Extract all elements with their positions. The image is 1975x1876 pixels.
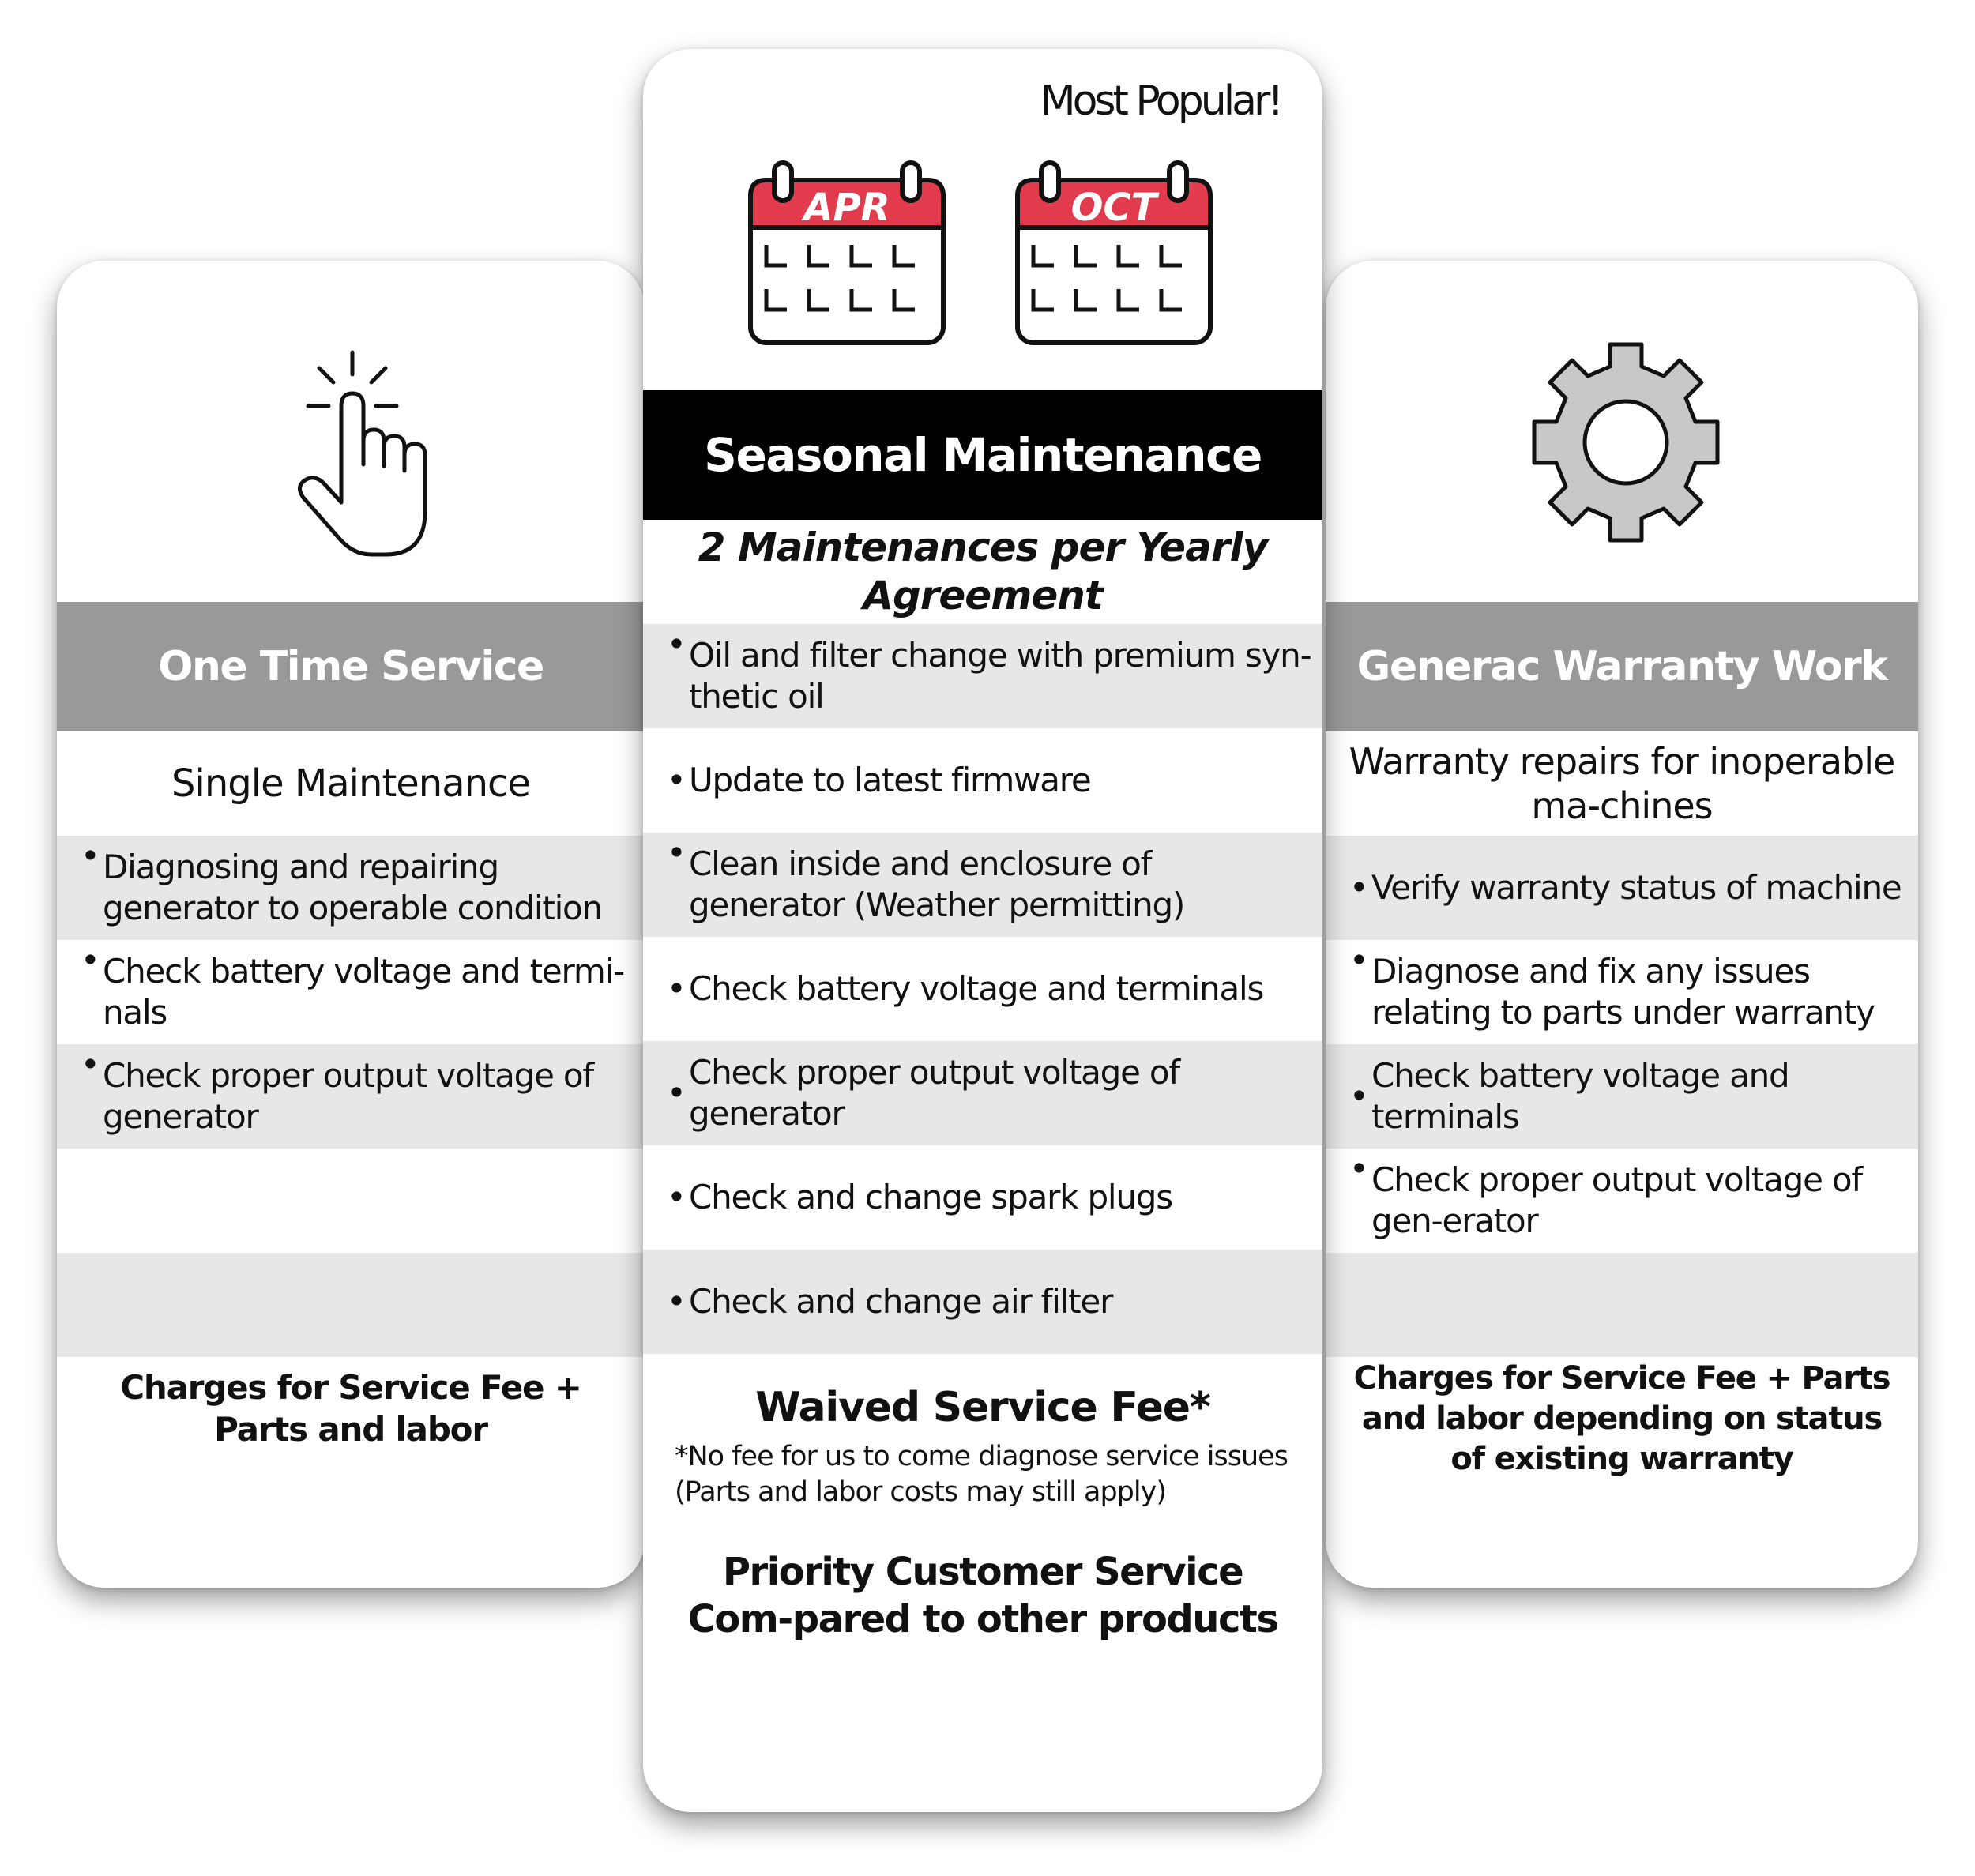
card-title: One Time Service [57, 602, 645, 731]
priority-service-note: Priority Customer Service Com-pared to other products [687, 1550, 1278, 1641]
list-item: • Check battery voltage and termi-nals [81, 941, 625, 1032]
most-popular-badge: Most Popular! [1040, 77, 1281, 125]
waived-fee-title: Waived Service Fee* [755, 1384, 1210, 1431]
list-item: • Check proper output voltage of generator [57, 1044, 645, 1149]
list-item: • Clean inside and enclosure of generator (Weather permitting) [643, 833, 1322, 937]
calendar-month-label: APR [803, 186, 890, 230]
list-item: • Check battery voltage and terminals [667, 968, 1264, 1008]
list-item: • Check battery voltage and terminals [1326, 1044, 1918, 1149]
list-item: • Update to latest firmware [667, 760, 1091, 799]
one-time-service-card [57, 261, 645, 1588]
calendar-month-label: OCT [1070, 186, 1157, 230]
list-item: • Check proper output voltage of generator [643, 1041, 1322, 1145]
list-item: • Verify warranty status of machine [1326, 836, 1918, 940]
card-title: Seasonal Maintenance [643, 390, 1322, 520]
list-item: • Check and change spark plugs [667, 1177, 1172, 1216]
list-item: • Diagnose and fix any issues relating to parts under warranty [1349, 941, 1875, 1032]
pointer-hand-icon [294, 348, 452, 564]
pricing-note: Charges for Service Fee + Parts and labor [120, 1368, 581, 1449]
pricing-note: Charges for Service Fee + Parts and labor depending on status of existing warranty [1353, 1360, 1890, 1477]
card-subtitle: 2 Maintenances per Yearly Agreement [698, 524, 1268, 618]
card-title: Generac Warranty Work [1326, 602, 1918, 731]
gear-icon [1523, 340, 1729, 548]
list-item: • Check and change air filter [643, 1250, 1322, 1354]
calendar-icon [747, 160, 946, 352]
list-item: • Oil and filter change with premium syn-thetic oil [643, 624, 1322, 728]
waived-fee-note: *No fee for us to come diagnose service issues [675, 1441, 1288, 1472]
waived-fee-note: (Parts and labor costs may still apply) [675, 1476, 1166, 1508]
empty-row [1326, 1253, 1918, 1357]
empty-row [57, 1253, 645, 1357]
list-item: • Diagnosing and repairing generator to operable condition [57, 836, 645, 940]
list-item: • Check proper output voltage of gen-erator [1349, 1149, 1863, 1240]
card-subtitle: Warranty repairs for inoperable ma-chines [1349, 739, 1895, 827]
empty-row [57, 1149, 645, 1253]
warranty-work-card [1326, 261, 1918, 1588]
calendar-icon [1014, 160, 1213, 352]
seasonal-maintenance-card [643, 49, 1322, 1812]
card-subtitle: Single Maintenance [171, 761, 530, 806]
